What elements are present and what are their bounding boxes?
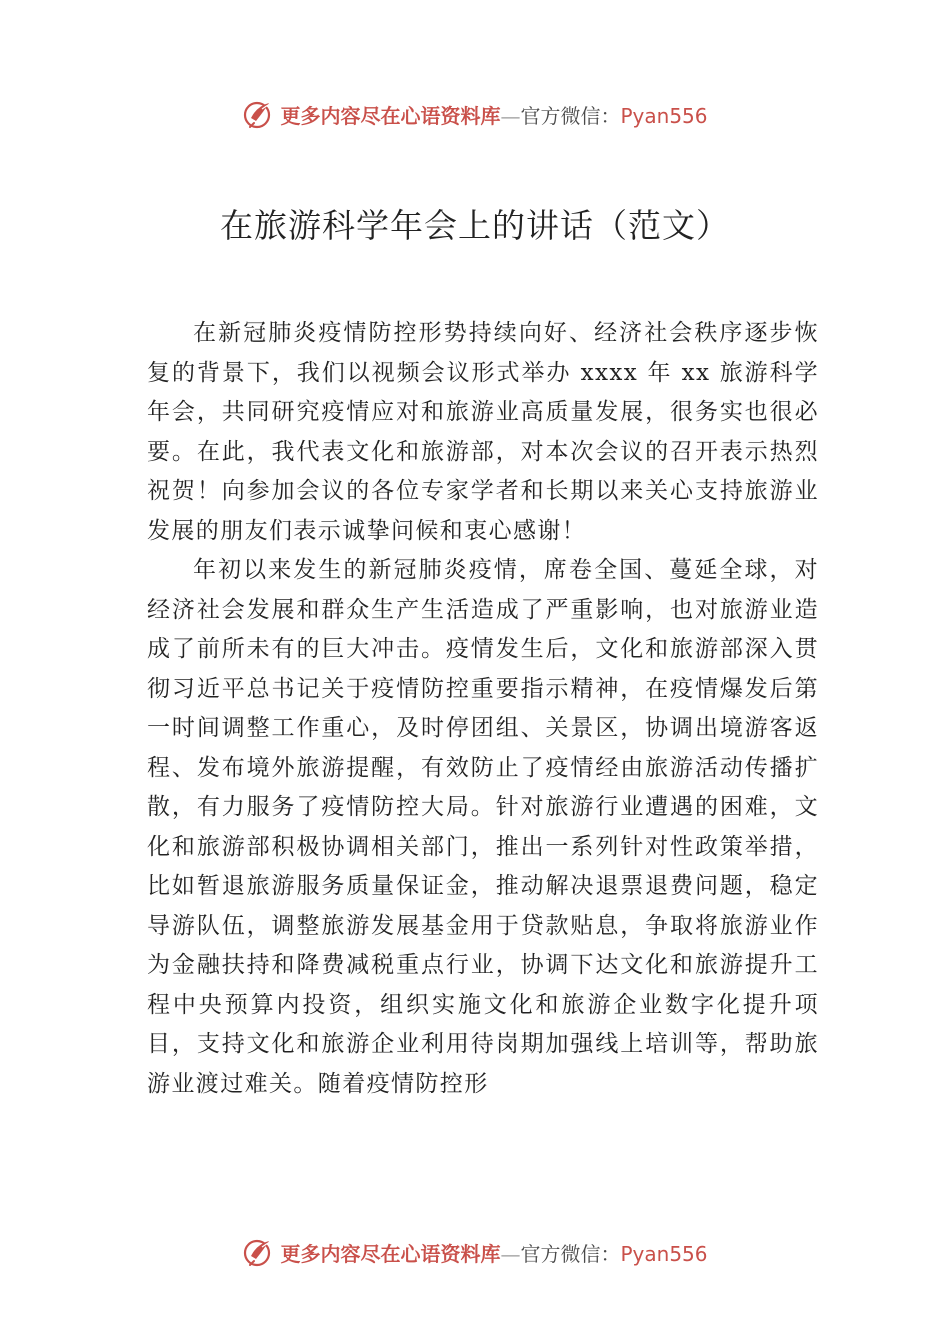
banner-separator: —: [500, 1241, 521, 1266]
pen-logo-icon: [242, 97, 276, 131]
wechat-label: 官方微信：: [520, 103, 621, 128]
banner-main-text: 更多内容尽在心语资料库: [280, 1241, 501, 1266]
paragraph-1: 在新冠肺炎疫情防控形势持续向好、经济社会秩序逐步恢复的背景下，我们以视频会议形式举办 xxxx 年 xx 旅游科学年会，共同研究疫情应对和旅游业高质量发展，很务实也很必要。在此，我代表文化和旅游部，对本次会议的召开表示热烈祝贺！向参加会议的各位专家学者和长期以来关心支持旅游业发展的朋友们表示诚挚问候和衷心感谢！: [147, 320, 819, 544]
pen-logo-icon: [242, 1235, 276, 1269]
wechat-id: Pyan556: [620, 103, 708, 128]
wechat-id: Pyan556: [620, 1241, 708, 1266]
banner-text: [280, 100, 707, 129]
banner-main-text: 更多内容尽在心语资料库: [280, 103, 501, 128]
document-body: [147, 314, 819, 1104]
footer-banner: [0, 1230, 950, 1274]
header-banner: [0, 92, 950, 136]
wechat-label: 官方微信：: [520, 1241, 621, 1266]
banner-text: [280, 1238, 707, 1267]
banner-separator: —: [500, 103, 521, 128]
paragraph-2: 年初以来发生的新冠肺炎疫情，席卷全国、蔓延全球，对经济社会发展和群众生产生活造成了严重影响，也对旅游业造成了前所未有的巨大冲击。疫情发生后，文化和旅游部深入贯彻习近平总书记关于疫情防控重要指示精神，在疫情爆发后第一时间调整工作重心，及时停团组、关景区，协调出境游客返程、发布境外旅游提醒，有效防止了疫情经由旅游活动传播扩散，有力服务了疫情防控大局。针对旅游行业遭遇的困难，文化和旅游部积极协调相关部门，推出一系列针对性政策举措，比如暂退旅游服务质量保证金，推动解决退票退费问题，稳定导游队伍，调整旅游发展基金用于贷款贴息，争取将旅游业作为金融扶持和降费减税重点行业，协调下达文化和旅游提升工程中央预算内投资，组织实施文化和旅游企业数字化提升项目，支持文化和旅游企业利用待岗期加强线上培训等，帮助旅游业渡过难关。随着疫情防控形: [147, 557, 819, 1097]
document-title: 在旅游科学年会上的讲话（范文）: [220, 206, 730, 245]
